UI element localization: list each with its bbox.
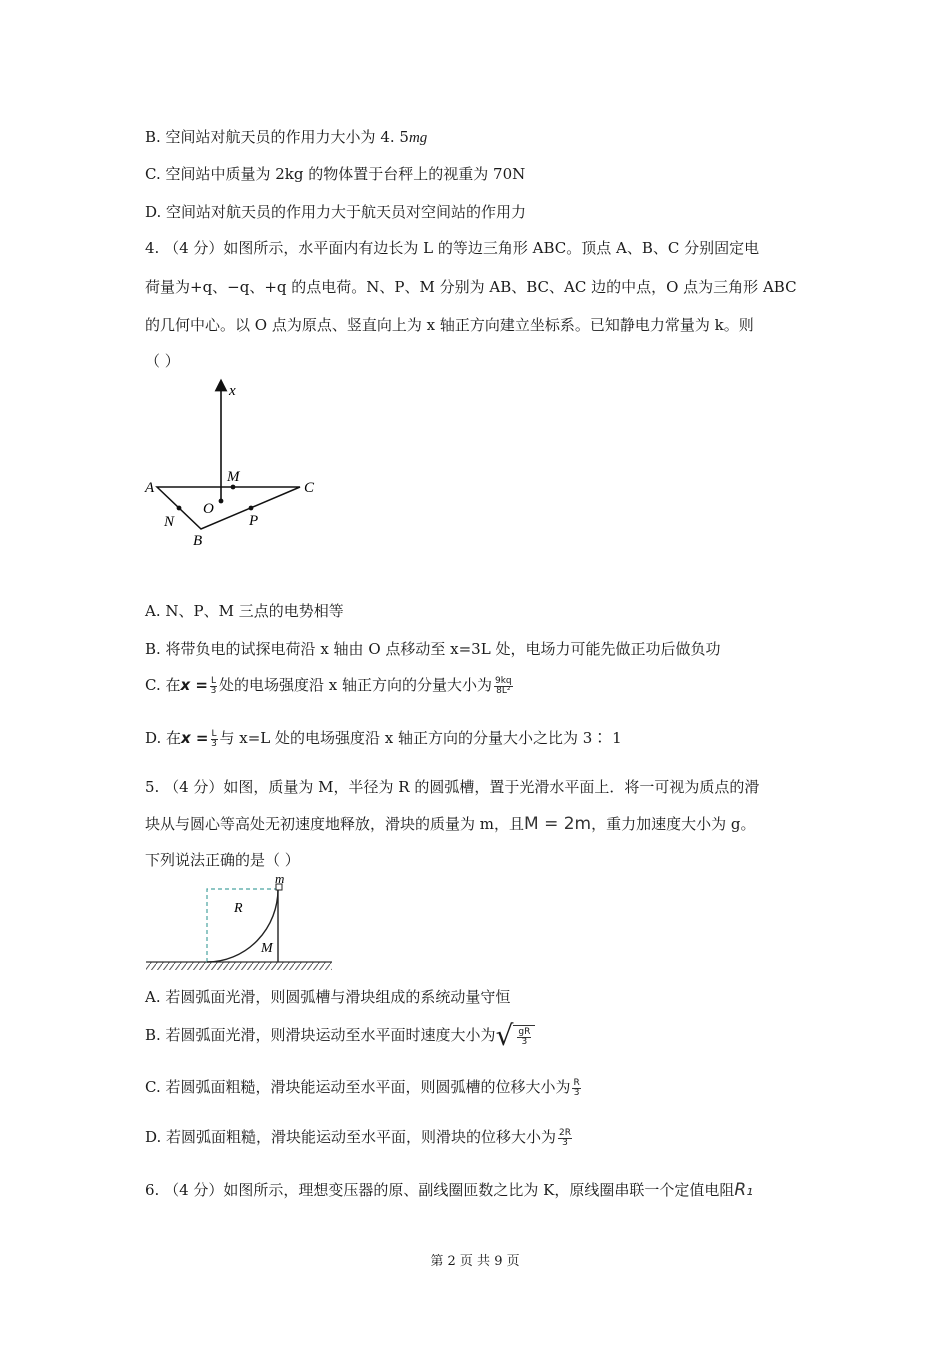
q5-stem-math: M = 2m bbox=[524, 814, 592, 834]
q5-option-b-radicand bbox=[513, 1025, 535, 1047]
q4-stem-line-1: 4. （4 分）如图所示，水平面内有边长为 L 的等边三角形 ABC。顶点 A、B、C 分别固定电 bbox=[145, 239, 760, 257]
q4-option-c-frac-field-num: 9kq bbox=[494, 675, 512, 686]
page-footer: 第 2 页 共 9 页 bbox=[430, 1254, 520, 1269]
q5-option-d-frac bbox=[558, 1129, 572, 1148]
q5-stem-line-2-pre: 块从与圆心等高处无初速度地释放，滑块的质量为 m，且 bbox=[145, 815, 524, 833]
q4-point-m bbox=[231, 485, 236, 490]
q3-option-d: D. 空间站对航天员的作用力大于航天员对空间站的作用力 bbox=[145, 203, 527, 221]
q3-option-b bbox=[145, 127, 427, 148]
q5-option-b bbox=[145, 1019, 535, 1052]
q5-stem-line-2 bbox=[145, 814, 755, 834]
q4-triangle-figure bbox=[140, 375, 340, 555]
q4-option-d-frac-l3-num: L bbox=[211, 728, 217, 739]
q6-stem-line-1 bbox=[145, 1180, 753, 1200]
q4-point-n bbox=[177, 506, 182, 511]
q5-option-a: A. 若圆弧面光滑，则圆弧槽与滑块组成的系统动量守恒 bbox=[145, 988, 511, 1006]
q4-option-c-frac-field bbox=[494, 677, 513, 696]
q3-option-c: C. 空间站中质量为 2kg 的物体置于台秤上的视重为 70N bbox=[145, 165, 526, 183]
q4-point-o bbox=[219, 499, 224, 504]
q5-arc-groove-figure bbox=[144, 868, 334, 973]
q5-option-c-frac-num: R bbox=[573, 1077, 580, 1088]
q5-option-b-radical: √ bbox=[495, 1019, 514, 1052]
q5-option-b-frac-den: 3 bbox=[521, 1036, 528, 1047]
q4-option-c-frac-l3-num: L bbox=[210, 675, 216, 686]
q4-option-c-frac-l3-den: 3 bbox=[210, 685, 217, 696]
q4-option-d-frac-l3-den: 3 bbox=[211, 738, 217, 749]
q5-stem-line-2-post: ，重力加速度大小为 g。 bbox=[591, 815, 756, 833]
q4-label-a: A bbox=[145, 480, 155, 496]
q4-option-c-frac-l3 bbox=[210, 677, 217, 696]
q3-option-b-text: B. 空间站对航天员的作用力大小为 4. 5 bbox=[145, 128, 409, 146]
q6-math-r1: R₁ bbox=[734, 1180, 754, 1200]
q4-option-c-math-x: x = bbox=[180, 676, 208, 694]
q4-stem-line-2: 荷量为+q、−q、+q 的点电荷。N、P、M 分别为 AB、BC、AC 边的中点，O 点为三角形 ABC bbox=[145, 278, 797, 296]
q5-option-b-text: B. 若圆弧面光滑，则滑块运动至水平面时速度大小为 bbox=[145, 1026, 496, 1044]
q4-option-c bbox=[145, 675, 515, 699]
q4-label-c: C bbox=[304, 480, 315, 496]
q5-ground-hatch bbox=[146, 962, 332, 970]
q5-option-b-sqrt bbox=[495, 1019, 536, 1052]
q4-label-o: O bbox=[203, 501, 214, 517]
q4-option-d-math-x: x = bbox=[181, 729, 209, 747]
q4-answer-paren: （ ） bbox=[145, 352, 180, 370]
q6-stem-text: 6. （4 分）如图所示，理想变压器的原、副线圈匝数之比为 K，原线圈串联一个定值电阻 bbox=[145, 1181, 735, 1199]
q4-label-p: P bbox=[249, 513, 259, 529]
q5-label-m-big: M bbox=[261, 941, 273, 956]
q5-option-d-frac-num: 2R bbox=[559, 1127, 572, 1138]
q5-option-c-text: C. 若圆弧面粗糙，滑块能运动至水平面，则圆弧槽的位移大小为 bbox=[145, 1078, 571, 1096]
q4-option-c-pre: C. 在 bbox=[145, 676, 181, 694]
q5-option-c-frac-den: 3 bbox=[573, 1087, 580, 1098]
q5-stem-line-1: 5. （4 分）如图，质量为 M，半径为 R 的圆弧槽，置于光滑水平面上．将一可视为质点的滑 bbox=[145, 778, 760, 796]
q4-option-b: B. 将带负电的试探电荷沿 x 轴由 O 点移动至 x=3L 处，电场力可能先做正功后做负功 bbox=[145, 640, 721, 658]
q4-option-d-post: 与 x=L 处的电场强度沿 x 轴正方向的分量大小之比为 3∶ 1 bbox=[219, 729, 622, 747]
q5-label-m-small: m bbox=[275, 871, 285, 886]
q5-stem-line-3: 下列说法正确的是（ ） bbox=[145, 851, 300, 869]
q5-option-d-text: D. 若圆弧面粗糙，滑块能运动至水平面，则滑块的位移大小为 bbox=[145, 1128, 557, 1146]
q3-option-b-var: mg bbox=[408, 130, 428, 146]
q4-label-m: M bbox=[227, 469, 240, 485]
q4-option-c-mid: 处的电场强度沿 x 轴正方向的分量大小为 bbox=[218, 676, 492, 694]
q5-option-d-frac-den: 3 bbox=[562, 1137, 568, 1148]
q4-option-d bbox=[145, 728, 622, 752]
q4-point-p bbox=[249, 506, 254, 511]
q5-option-b-frac bbox=[517, 1028, 531, 1047]
q5-label-r: R bbox=[234, 901, 243, 916]
q4-option-d-frac-l3 bbox=[211, 730, 218, 749]
q4-option-c-frac-field-den: 8L² bbox=[496, 685, 511, 696]
q4-label-n: N bbox=[164, 514, 175, 530]
q5-option-c-frac bbox=[572, 1079, 580, 1098]
q5-option-d bbox=[145, 1127, 574, 1151]
q5-option-c bbox=[145, 1077, 583, 1101]
q4-label-b: B bbox=[193, 533, 203, 549]
q4-option-a: A. N、P、M 三点的电势相等 bbox=[145, 602, 344, 620]
q4-option-d-pre: D. 在 bbox=[145, 729, 182, 747]
q5-option-b-frac-num: gR bbox=[518, 1026, 531, 1037]
q4-label-x: x bbox=[229, 383, 236, 399]
q4-stem-line-3: 的几何中心。以 O 点为原点、竖直向上为 x 轴正方向建立坐标系。已知静电力常量为 k。则 bbox=[145, 316, 754, 334]
